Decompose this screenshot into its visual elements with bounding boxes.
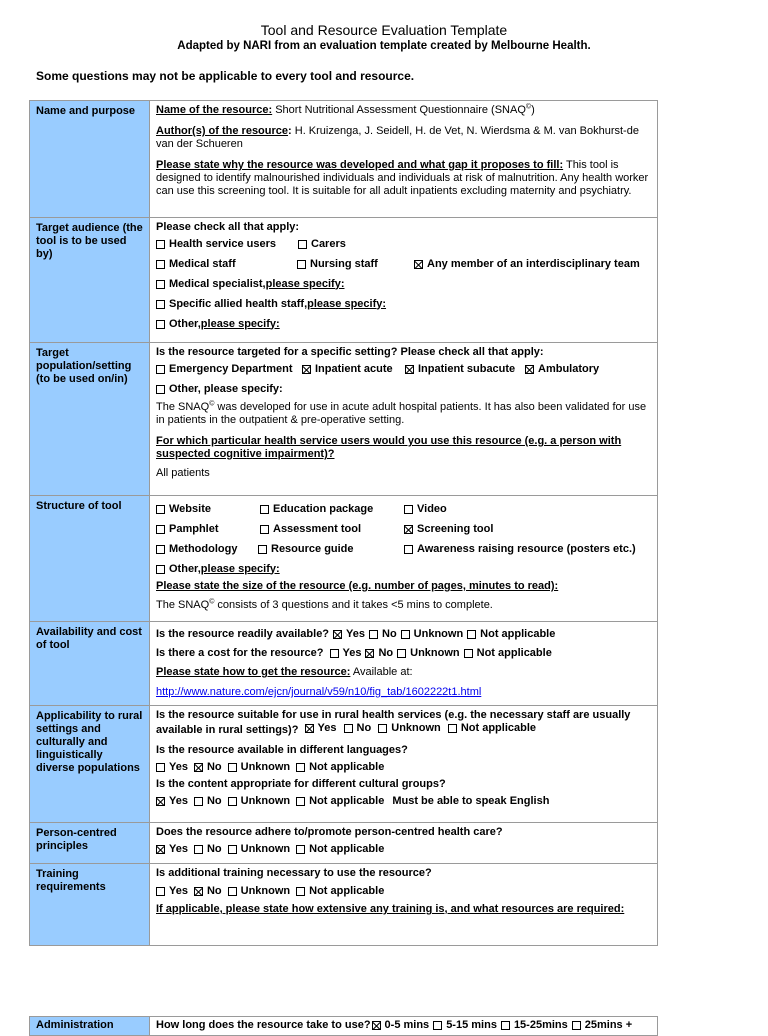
audience-question: Please check all that apply: bbox=[156, 221, 300, 233]
checkbox-training-na[interactable] bbox=[296, 887, 305, 896]
checkbox-methodology[interactable] bbox=[156, 545, 165, 554]
cell-target-population bbox=[150, 343, 658, 496]
row-training bbox=[30, 864, 658, 946]
checkbox-rural-na[interactable] bbox=[448, 724, 457, 733]
row-person-centred bbox=[30, 823, 658, 864]
question-readily-available: Is the resource readily available? bbox=[156, 627, 330, 640]
checkbox-medical-specialist[interactable] bbox=[156, 280, 165, 289]
label-target-population: Target population/setting (to be used on/in) bbox=[30, 343, 150, 496]
question-cost: Is there a cost for the resource? bbox=[156, 646, 324, 659]
specify-allied-health: please specify: bbox=[307, 297, 387, 310]
person-centred-question: Does the resource adhere to/promote person-centred health care? bbox=[156, 826, 503, 838]
checkbox-allied-health[interactable] bbox=[156, 300, 165, 309]
rural-question: Is the resource suitable for use in rural health services (e.g. the necessary staff are usually available in rural settings)? Yes No Unknown Not applicable bbox=[156, 709, 631, 736]
label-person-centred: Person-centred principles bbox=[30, 823, 150, 864]
checkbox-time-25plus[interactable] bbox=[572, 1021, 581, 1030]
checkbox-cost-yes[interactable] bbox=[330, 649, 339, 658]
checkbox-person-na[interactable] bbox=[296, 845, 305, 854]
checkbox-education[interactable] bbox=[260, 505, 269, 514]
cell-structure bbox=[150, 496, 658, 622]
administration-question: How long does the resource take to use? bbox=[156, 1019, 371, 1031]
resource-name-label: Name of the resource: bbox=[156, 104, 273, 116]
label-rural: Applicability to rural settings and culturally and linguistically diverse populations bbox=[30, 706, 150, 823]
checkbox-carers[interactable] bbox=[298, 240, 307, 249]
checkbox-cultural-unknown[interactable] bbox=[228, 797, 237, 806]
row-availability bbox=[30, 622, 658, 706]
label-structure: Structure of tool bbox=[30, 496, 150, 622]
training-question: Is additional training necessary to use the resource? bbox=[156, 867, 432, 879]
row-name-purpose bbox=[30, 101, 658, 218]
checkbox-health-service-users[interactable] bbox=[156, 240, 165, 249]
resource-name-value: Short Nutritional Assessment Questionnaire (SNAQ bbox=[275, 104, 526, 116]
option-inpatient-subacute: Inpatient subacute bbox=[418, 362, 516, 375]
checkbox-resource-guide[interactable] bbox=[258, 545, 267, 554]
users-answer: All patients bbox=[156, 467, 210, 479]
resource-name-close: ) bbox=[531, 104, 535, 116]
option-allied-health: Specific allied health staff, bbox=[169, 297, 308, 310]
checkbox-website[interactable] bbox=[156, 505, 165, 514]
option-screening: Screening tool bbox=[417, 522, 494, 535]
checkbox-training-yes[interactable] bbox=[156, 887, 165, 896]
row-rural bbox=[30, 706, 658, 823]
checkbox-medical-staff[interactable] bbox=[156, 260, 165, 269]
checkbox-assessment[interactable] bbox=[260, 525, 269, 534]
checkbox-cost-no[interactable] bbox=[365, 649, 374, 658]
option-video: Video bbox=[417, 502, 447, 515]
checkbox-languages-yes[interactable] bbox=[156, 763, 165, 772]
checkbox-languages-no[interactable] bbox=[194, 763, 203, 772]
authors-label: Author(s) of the resource: bbox=[156, 125, 292, 137]
label-training: Training requirements bbox=[30, 864, 150, 946]
label-availability: Availability and cost of tool bbox=[30, 622, 150, 706]
label-name-purpose: Name and purpose bbox=[30, 101, 150, 218]
checkbox-interdisciplinary[interactable] bbox=[414, 260, 423, 269]
languages-question: Is the resource available in different languages? bbox=[156, 744, 408, 756]
option-methodology: Methodology bbox=[169, 542, 238, 555]
checkbox-time-5-15[interactable] bbox=[433, 1021, 442, 1030]
checkbox-cultural-no[interactable] bbox=[194, 797, 203, 806]
administration-table bbox=[29, 1016, 658, 1036]
row-target-population bbox=[30, 343, 658, 496]
checkbox-emergency[interactable] bbox=[156, 365, 165, 374]
checkbox-time-0-5[interactable] bbox=[372, 1021, 381, 1030]
cell-training: Is additional training necessary to use the resource? Yes No Unknown Not applicable If applicable, please state how extensive any training is, and what resources are required: bbox=[150, 864, 658, 946]
specify-audience-other: please specify: bbox=[200, 317, 280, 330]
checkbox-training-unknown[interactable] bbox=[228, 887, 237, 896]
cell-person-centred: Does the resource adhere to/promote person-centred health care? Yes No Unknown Not applicable bbox=[150, 823, 658, 864]
option-structure-other: Other, bbox=[169, 562, 201, 575]
checkbox-languages-unknown[interactable] bbox=[228, 763, 237, 772]
label-administration: Administration bbox=[30, 1017, 150, 1036]
document-subtitle: Adapted by NARI from an evaluation template created by Melbourne Health. bbox=[177, 40, 591, 52]
checkbox-available-no[interactable] bbox=[369, 630, 378, 639]
checkbox-awareness[interactable] bbox=[404, 545, 413, 554]
size-question: Please state the size of the resource (e.g. number of pages, minutes to read): bbox=[156, 580, 559, 592]
option-interdisciplinary: Any member of an interdisciplinary team bbox=[427, 257, 640, 270]
checkbox-cost-unknown[interactable] bbox=[397, 649, 406, 658]
option-health-service-users: Health service users bbox=[169, 237, 277, 250]
option-carers: Carers bbox=[311, 237, 346, 250]
checkbox-person-yes[interactable] bbox=[156, 845, 165, 854]
checkbox-ambulatory[interactable] bbox=[525, 365, 534, 374]
checkbox-pamphlet[interactable] bbox=[156, 525, 165, 534]
option-nursing-staff: Nursing staff bbox=[310, 257, 378, 270]
cell-availability: Is the resource readily available? Yes No Unknown Not applicable Is there a cost for the resource? Yes No Unknown Not applicable Please state how to get the resource: Available at: http://www.nature.com/ejcn/journal/v59/n10/fig_tab/1602222t1.html bbox=[150, 622, 658, 706]
cell-rural: Is the resource suitable for use in rural health services (e.g. the necessary staff are usually available in rural settings)? Yes No Unknown Not applicable Is the resource available in different languages? Yes No Unknown Not applicable Is the content appropriate for different cultural groups? Yes No Unknown Not applicable Must be able to speak English bbox=[150, 706, 658, 823]
checkbox-rural-no[interactable] bbox=[344, 724, 353, 733]
row-administration bbox=[30, 1017, 658, 1036]
checkbox-languages-na[interactable] bbox=[296, 763, 305, 772]
option-medical-staff: Medical staff bbox=[169, 257, 236, 270]
cultural-comment: Must be able to speak English bbox=[392, 794, 550, 807]
cultural-question: Is the content appropriate for different cultural groups? bbox=[156, 778, 446, 790]
cell-target-audience bbox=[150, 218, 658, 343]
checkbox-structure-other[interactable] bbox=[156, 565, 165, 574]
checkbox-available-na[interactable] bbox=[467, 630, 476, 639]
option-setting-other: Other, please specify: bbox=[169, 382, 283, 395]
copyright-mark: © bbox=[525, 103, 532, 111]
option-resource-guide: Resource guide bbox=[271, 542, 354, 555]
checkbox-audience-other[interactable] bbox=[156, 320, 165, 329]
row-target-audience bbox=[30, 218, 658, 343]
option-emergency: Emergency Department bbox=[169, 362, 293, 375]
checkbox-rural-unknown[interactable] bbox=[378, 724, 387, 733]
checkbox-person-unknown[interactable] bbox=[228, 845, 237, 854]
option-awareness: Awareness raising resource (posters etc.) bbox=[417, 542, 636, 555]
checkbox-time-15-25[interactable] bbox=[501, 1021, 510, 1030]
checkbox-inpatient-subacute[interactable] bbox=[405, 365, 414, 374]
checkbox-person-no[interactable] bbox=[194, 845, 203, 854]
checkbox-setting-other[interactable] bbox=[156, 385, 165, 394]
size-answer: The SNAQ© consists of 3 questions and it takes <5 mins to complete. bbox=[156, 598, 493, 611]
checkbox-inpatient-acute[interactable] bbox=[302, 365, 311, 374]
checkbox-training-no[interactable] bbox=[194, 887, 203, 896]
option-audience-other: Other, bbox=[169, 317, 201, 330]
cell-administration: How long does the resource take to use? 0-5 mins 5-15 mins 15-25mins 25mins + bbox=[150, 1017, 658, 1036]
document-title: Tool and Resource Evaluation Template bbox=[260, 22, 508, 38]
label-target-audience: Target audience (the tool is to be used by) bbox=[30, 218, 150, 343]
cell-name-purpose bbox=[150, 101, 658, 218]
checkbox-rural-yes[interactable] bbox=[305, 724, 314, 733]
option-education: Education package bbox=[273, 502, 374, 515]
option-pamphlet: Pamphlet bbox=[169, 522, 219, 535]
checkbox-cultural-na[interactable] bbox=[296, 797, 305, 806]
applicability-note: Some questions may not be applicable to every tool and resource. bbox=[36, 69, 415, 83]
option-medical-specialist: Medical specialist, bbox=[169, 277, 266, 290]
training-extent: If applicable, please state how extensive any training is, and what resources are required: bbox=[156, 903, 625, 915]
option-inpatient-acute: Inpatient acute bbox=[315, 362, 393, 375]
checkbox-available-unknown[interactable] bbox=[401, 630, 410, 639]
specify-structure-other: please specify: bbox=[200, 562, 280, 575]
purpose-value: This tool is designed to identify malnourished individuals and individuals at risk of malnutrition. Any health worker can use this screening tool. It is suitable for all adult inpatients excluding maternity and psychiatry. bbox=[156, 159, 649, 197]
checkbox-screening[interactable] bbox=[404, 525, 413, 534]
purpose-label: Please state why the resource was developed and what gap it proposes to fill: bbox=[156, 159, 564, 171]
checkbox-nursing-staff[interactable] bbox=[297, 260, 306, 269]
option-assessment: Assessment tool bbox=[273, 522, 362, 535]
users-question: For which particular health service users would you use this resource (e.g. a person with suspected cognitive impairment)? bbox=[156, 435, 622, 460]
row-structure bbox=[30, 496, 658, 622]
evaluation-form bbox=[29, 100, 658, 946]
how-to-get: Please state how to get the resource: Available at: bbox=[156, 666, 413, 678]
setting-question: Is the resource targeted for a specific setting? Please check all that apply: bbox=[156, 346, 544, 358]
specify-medical-specialist: please specify: bbox=[265, 277, 345, 290]
checkbox-cultural-yes[interactable] bbox=[156, 797, 165, 806]
authors-value: H. Kruizenga, J. Seidell, H. de Vet, N. Wierdsma & M. van Bokhurst-de van der Schueren bbox=[156, 125, 639, 150]
option-website: Website bbox=[169, 502, 211, 515]
resource-link[interactable]: http://www.nature.com/ejcn/journal/v59/n10/fig_tab/1602222t1.html bbox=[156, 686, 482, 698]
checkbox-video[interactable] bbox=[404, 505, 413, 514]
option-ambulatory: Ambulatory bbox=[538, 362, 600, 375]
snaq-setting-text: The SNAQ© was developed for use in acute adult hospital patients. It has also been validated for use in patients in the outpatient & pre-operative setting. bbox=[156, 400, 647, 426]
checkbox-cost-na[interactable] bbox=[464, 649, 473, 658]
checkbox-available-yes[interactable] bbox=[333, 630, 342, 639]
